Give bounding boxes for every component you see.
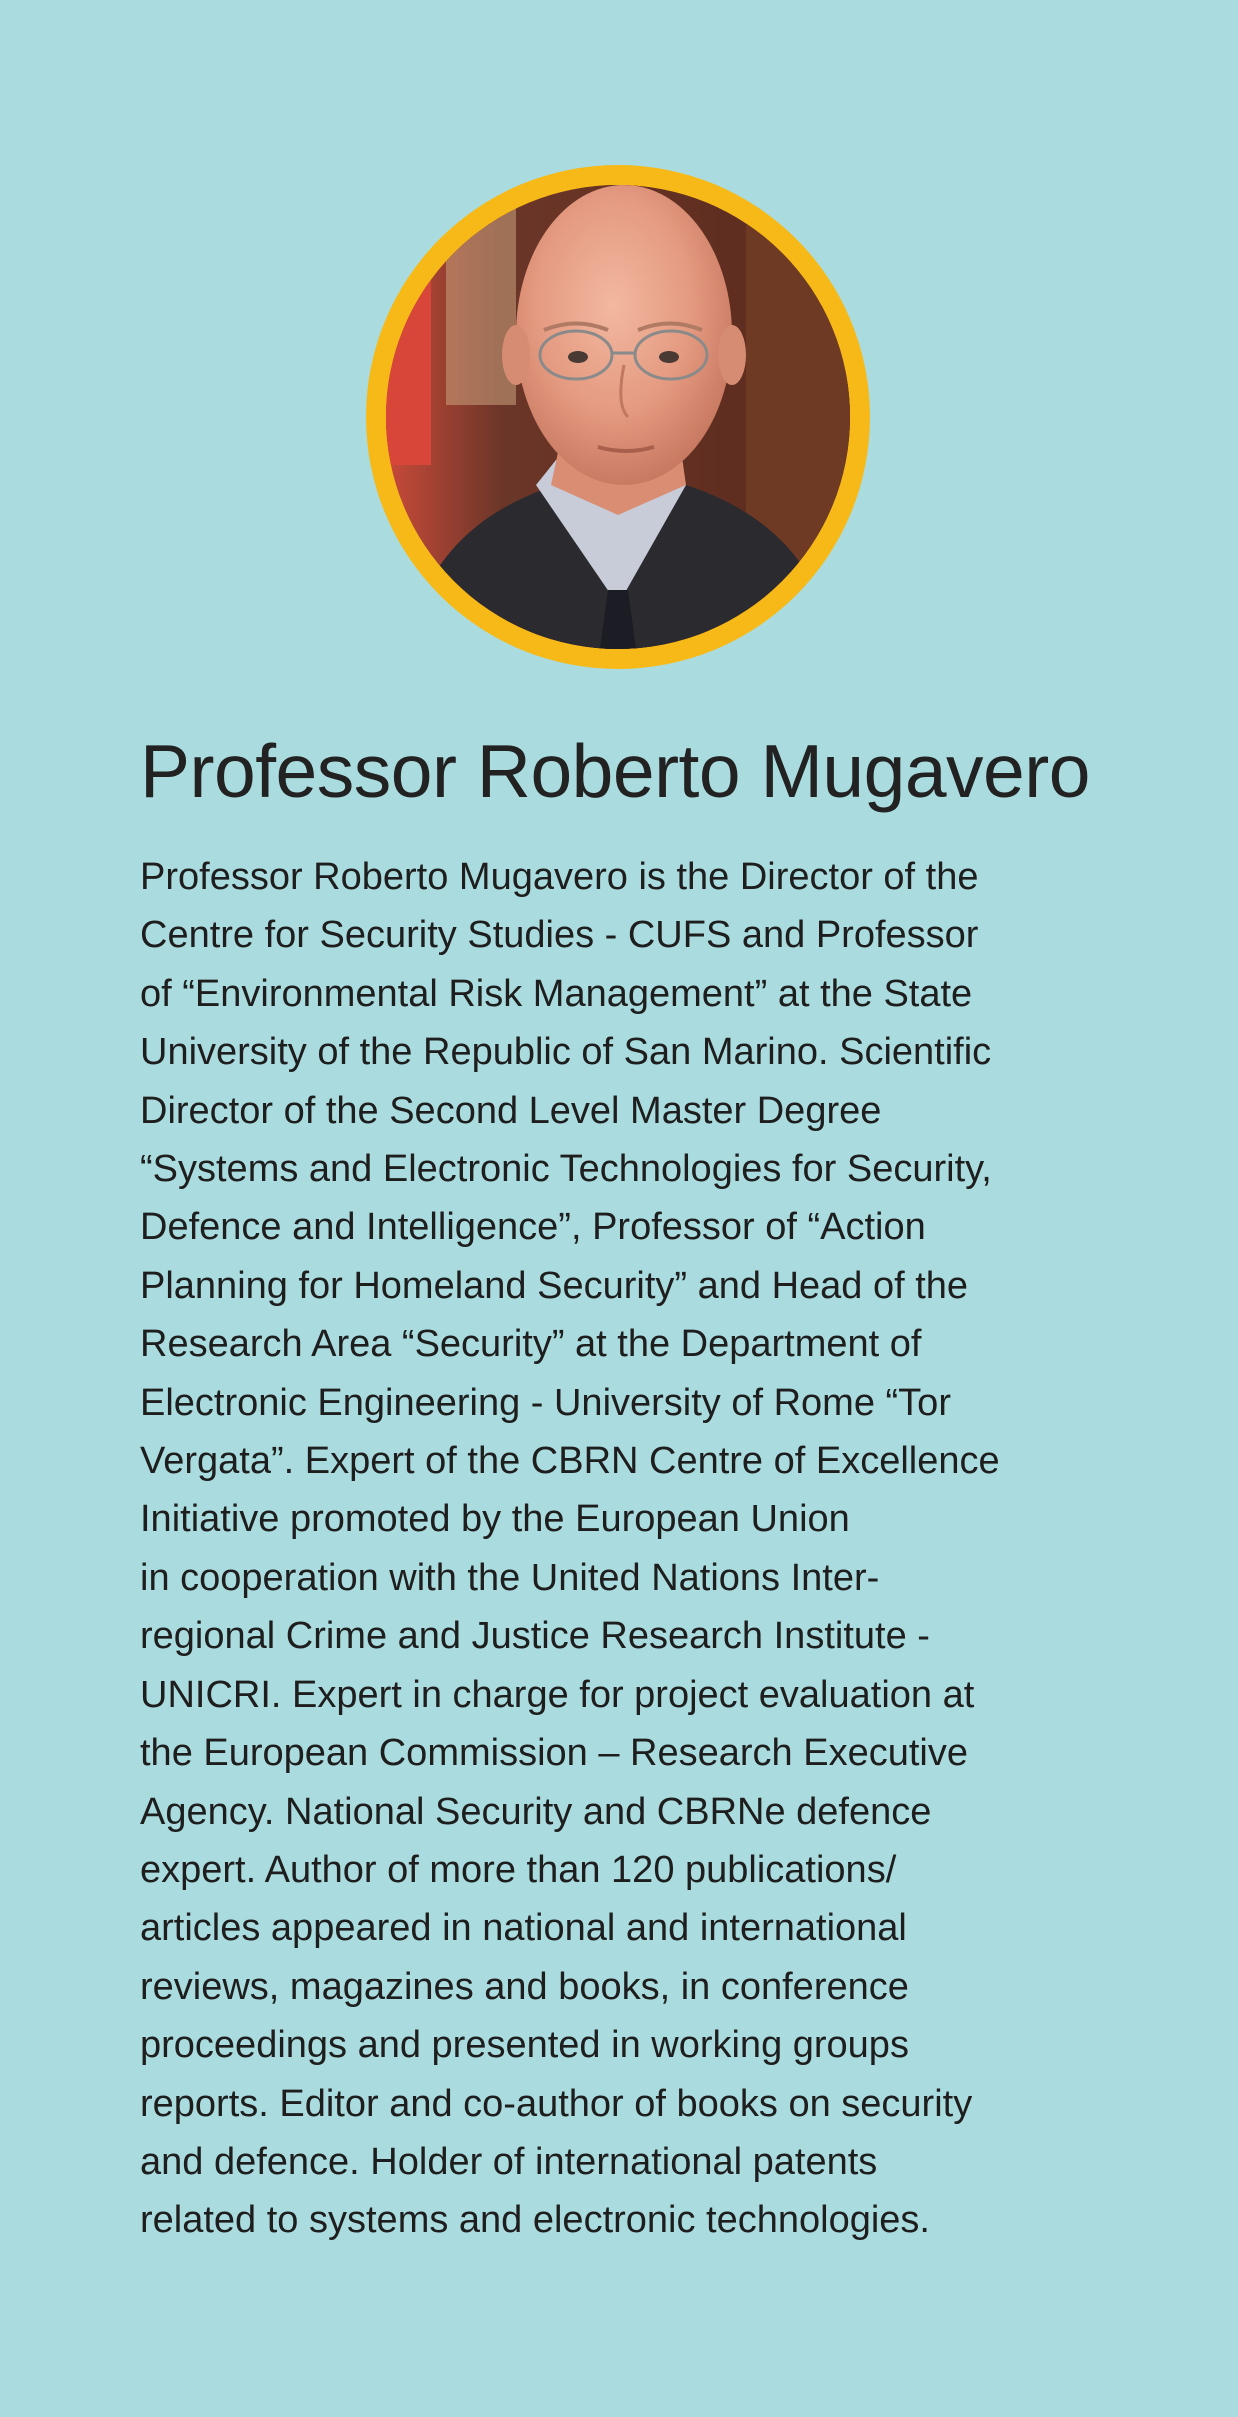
bio-line: Centre for Security Studies - CUFS and Professor <box>140 914 979 957</box>
bio-line: UNICRI. Expert in charge for project evaluation at <box>140 1673 975 1716</box>
bio-line: expert. Author of more than 120 publications/ <box>140 1848 897 1891</box>
bio-line: of “Environmental Risk Management” at the State <box>140 972 973 1015</box>
bio-line: Initiative promoted by the European Union <box>140 1498 850 1541</box>
bio-line: Agency. National Security and CBRNe defence <box>140 1790 932 1833</box>
bio-line: University of the Republic of San Marino. Scientific <box>140 1031 992 1074</box>
portrait-photo <box>386 185 850 649</box>
bio-line: regional Crime and Justice Research Institute - <box>140 1615 930 1658</box>
bio-line: Research Area “Security” at the Department of <box>140 1323 922 1366</box>
bio-line: reviews, magazines and books, in conference <box>140 1965 909 2008</box>
bio-text <box>140 848 1140 2250</box>
bio-line: Planning for Homeland Security” and Head of the <box>140 1264 969 1307</box>
person-name: Professor Roberto Mugavero <box>140 729 1090 813</box>
bio-line: articles appeared in national and international <box>140 1907 907 1950</box>
bio-line: Professor Roberto Mugavero is the Director of the <box>140 856 979 898</box>
bio-line: “Systems and Electronic Technologies for Security, <box>140 1148 992 1191</box>
bio-line: reports. Editor and co-author of books on security <box>140 2082 973 2125</box>
bio-line: Vergata”. Expert of the CBRN Centre of Excellence <box>140 1440 1000 1483</box>
bio-line: Defence and Intelligence”, Professor of “Action <box>140 1206 926 1249</box>
bio-line: in cooperation with the United Nations Inter- <box>140 1556 880 1599</box>
bio-line: related to systems and electronic technologies. <box>140 2199 930 2242</box>
bio-line: and defence. Holder of international patents <box>140 2140 878 2183</box>
bio-line: the European Commission – Research Executive <box>140 1732 968 1775</box>
bio-line: Director of the Second Level Master Degree <box>140 1089 882 1132</box>
bio-line: Electronic Engineering - University of Rome “Tor <box>140 1381 951 1424</box>
bio-line: proceedings and presented in working groups <box>140 2024 909 2067</box>
portrait-frame <box>366 165 870 669</box>
